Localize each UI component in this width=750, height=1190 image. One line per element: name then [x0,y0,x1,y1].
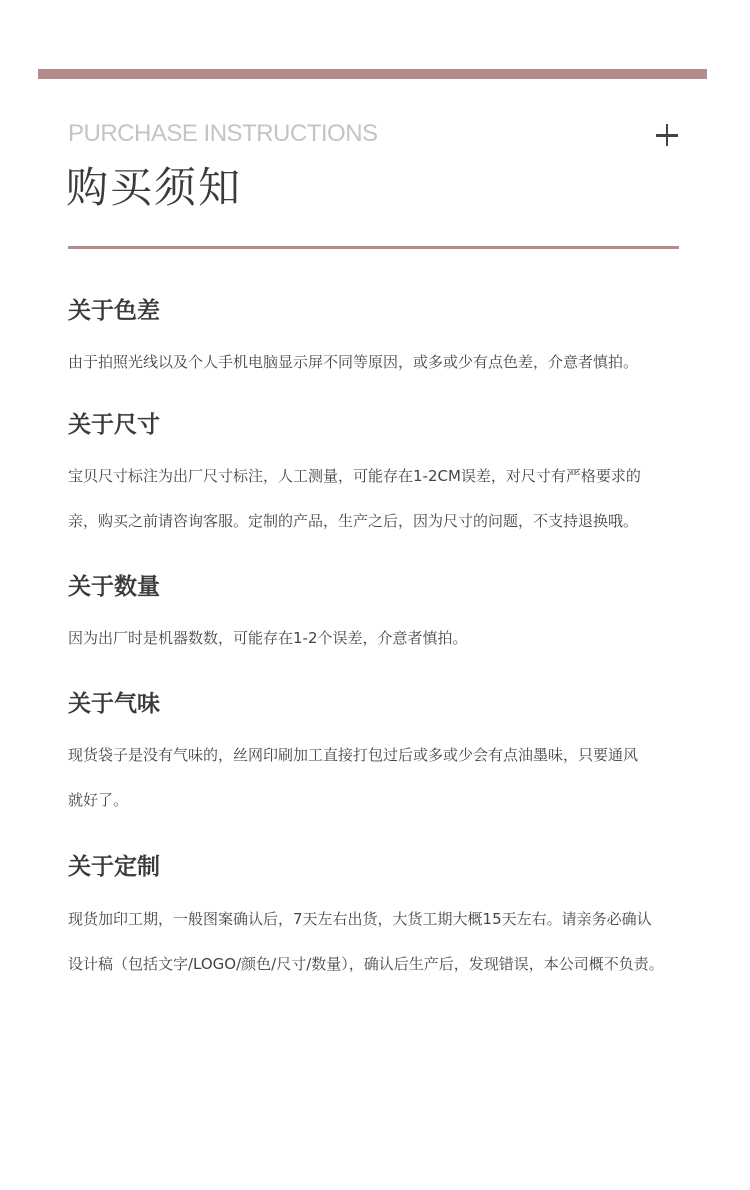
top-accent-bar [38,69,707,79]
section-text-quantity: 因为出厂时是机器数数，可能存在1-2个误差，介意者慎拍。 [68,629,468,647]
section-text-odor-line-2: 就好了。 [68,791,129,809]
section-text-customization-line-2: 设计稿（包括文字/LOGO/颜色/尺寸/数量），确认后生产后，发现错误，本公司概不负责。 [68,955,664,973]
section-text-color-difference: 由于拍照光线以及个人手机电脑显示屏不同等原因，或多或少有点色差，介意者慎拍。 [68,353,639,371]
section-text-odor-line-1: 现货袋子是没有气味的，丝网印刷加工直接打包过后或多或少会有点油墨味，只要通风 [68,746,639,764]
section-heading-color-difference: 关于色差 [68,298,160,324]
subtitle-english: PURCHASE INSTRUCTIONS [68,120,378,147]
section-heading-quantity: 关于数量 [68,574,160,600]
title-divider [68,246,679,249]
section-heading-size: 关于尺寸 [68,412,160,438]
plus-icon[interactable] [656,124,678,146]
section-heading-customization: 关于定制 [68,854,160,880]
section-text-size-line-2: 亲，购买之前请咨询客服。定制的产品，生产之后，因为尺寸的问题，不支持退换哦。 [68,512,639,530]
section-text-size-line-1: 宝贝尺寸标注为出厂尺寸标注，人工测量，可能存在1-2CM误差，对尺寸有严格要求的 [68,467,641,485]
section-text-customization-line-1: 现货加印工期，一般图案确认后，7天左右出货，大货工期大概15天左右。请亲务必确认 [68,910,652,928]
section-heading-odor: 关于气味 [68,691,160,717]
page-title: 购买须知 [66,163,243,212]
